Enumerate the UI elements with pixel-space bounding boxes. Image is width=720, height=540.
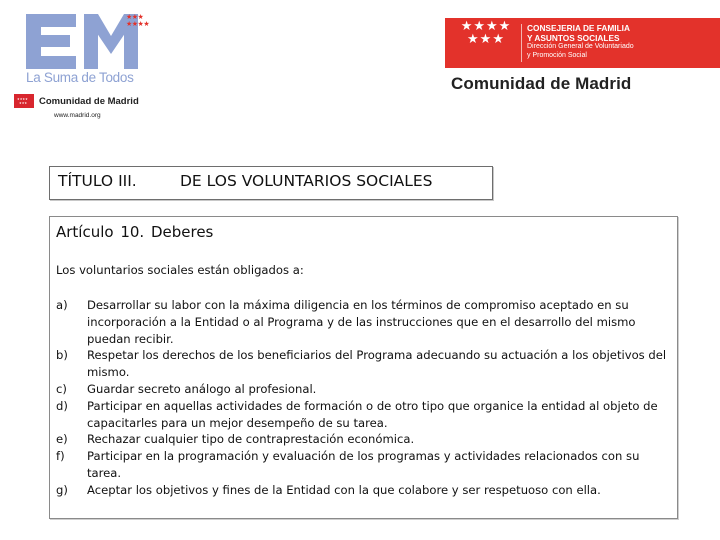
list-item-text: Participar en la programación y evaluación de los programas y actividades relacionados con su tarea. xyxy=(87,449,640,480)
list-item xyxy=(56,431,670,448)
small-community-logo xyxy=(14,92,139,110)
title-number: TÍTULO III. xyxy=(58,172,137,190)
article-heading: Artículo 10. Deberes xyxy=(56,223,214,241)
banner-subline: y Promoción Social xyxy=(527,51,587,59)
list-item xyxy=(56,448,670,482)
article-intro: Los voluntarios sociales están obligados a: xyxy=(56,263,304,277)
list-item-text: Aceptar los objetivos y fines de la Entidad con la que colabore y ser respetuoso con ella. xyxy=(87,482,601,497)
list-item-letter: a) xyxy=(56,298,68,312)
banner-text xyxy=(527,24,634,60)
suma-de-todos-logo xyxy=(26,13,150,76)
banner-line: CONSEJERIA DE FAMILIA xyxy=(527,23,630,33)
website-url: www.madrid.org xyxy=(54,112,101,119)
list-item xyxy=(56,381,670,398)
madrid-stars-icon: ★★★★ ★★★ xyxy=(460,19,512,47)
article-box xyxy=(49,216,678,519)
consejeria-banner xyxy=(445,18,720,68)
banner-divider xyxy=(521,24,522,62)
list-item-text: Rechazar cualquier tipo de contraprestación económica. xyxy=(87,432,415,447)
logo-tagline: La Suma de Todos xyxy=(26,70,134,85)
list-item xyxy=(56,398,670,432)
list-item-letter: d) xyxy=(56,398,68,413)
list-item-text: Desarrollar su labor con la máxima diligencia en los términos de compromiso aceptado en su incorporación a la Entidad o al Programa y de las instrucciones que en el desarrollo del mismo puedan recibir. xyxy=(87,298,636,346)
list-item-letter: f) xyxy=(56,449,65,464)
list-item-letter: b) xyxy=(56,348,68,363)
list-item-text: Guardar secreto análogo al profesional. xyxy=(87,381,317,396)
list-item-letter: g) xyxy=(56,482,68,497)
madrid-flag-icon: ★★★★ ★★★ xyxy=(14,94,34,108)
list-item xyxy=(56,297,670,347)
list-item-letter: e) xyxy=(56,432,68,447)
title-box xyxy=(49,166,493,200)
small-logo-label: Comunidad de Madrid xyxy=(39,95,139,107)
banner-subline: Dirección General de Voluntariado xyxy=(527,43,634,50)
duty-list xyxy=(56,297,670,499)
title-text: DE LOS VOLUNTARIOS SOCIALES xyxy=(180,172,433,190)
list-item-text: Respetar los derechos de los beneficiarios del Programa adecuando su actuación a los objetivos del mismo. xyxy=(87,348,667,380)
list-item xyxy=(56,482,670,499)
banner-line: Y ASUNTOS SOCIALES xyxy=(527,32,620,43)
list-item-letter: c) xyxy=(56,381,67,396)
comunidad-madrid-title: Comunidad de Madrid xyxy=(451,74,632,93)
star-icons: ★★★ ★★★★ xyxy=(126,13,150,28)
list-item-text: Participar en aquellas actividades de formación o de otro tipo que organice la entidad al objeto de capacitarles para un mejor desempeño de su tarea. xyxy=(87,398,658,430)
list-item xyxy=(56,347,670,381)
